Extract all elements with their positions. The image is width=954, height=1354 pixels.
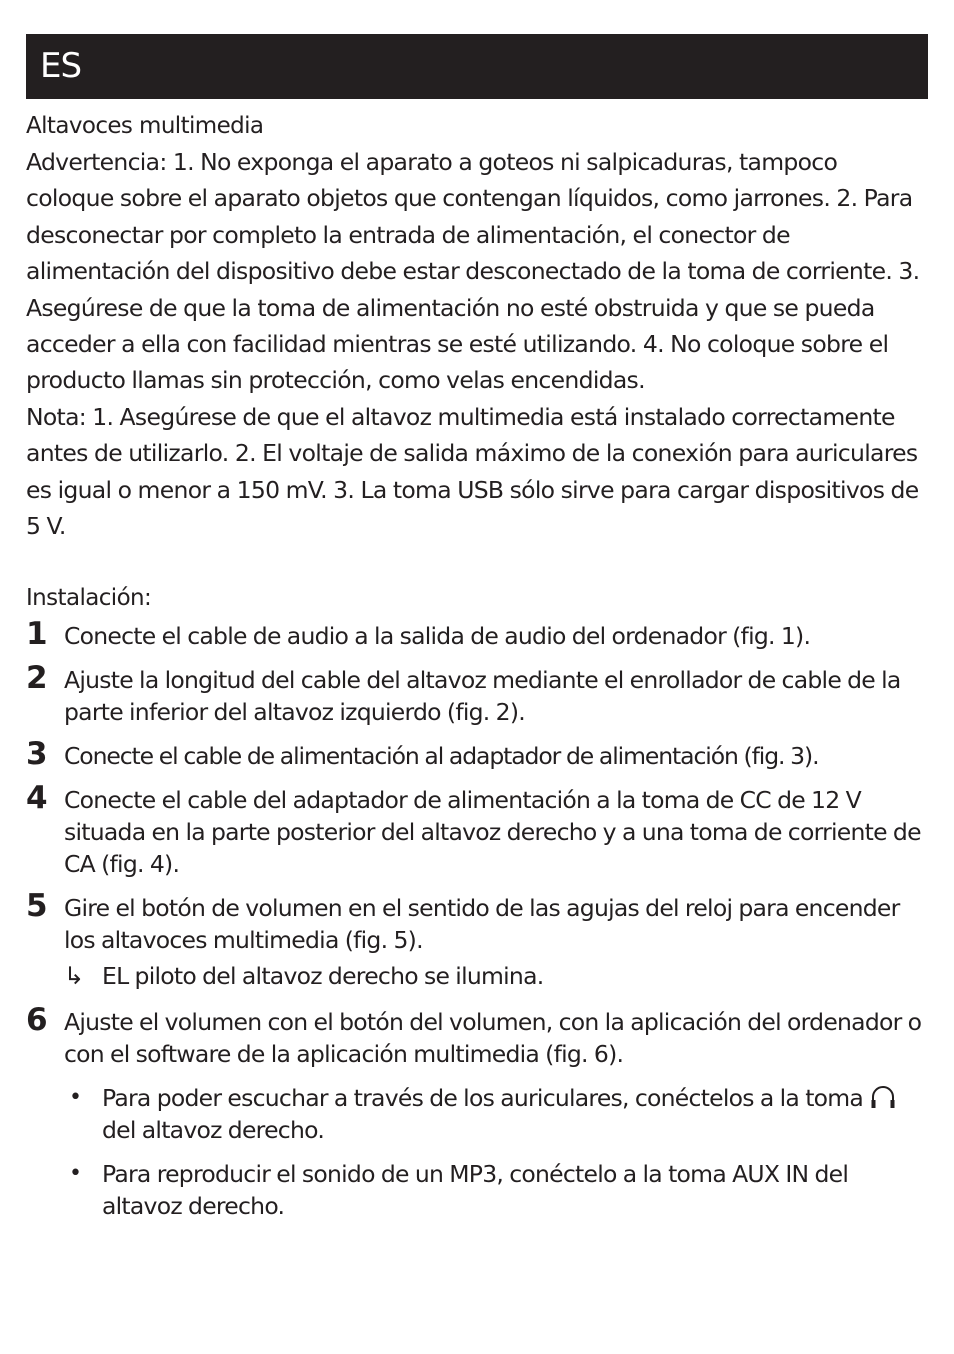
bullet-text-before: Para poder escuchar a través de los auriculares, conéctelos a la toma — [102, 1084, 870, 1113]
section-title: Altavoces multimedia — [26, 113, 264, 139]
bullet-text-before: Para reproducir el sonido de un MP3, conéctelo a la toma — [102, 1160, 733, 1189]
installation-title: Instalación: — [26, 585, 152, 612]
language-header-bar — [26, 34, 928, 99]
bullet-dot-icon: • — [69, 1085, 82, 1111]
warning-text: 1. No exponga el aparato a goteos ni salpicaduras, tampoco coloque sobre el aparato objetos que contengan líquidos, como jarrones. 2. Para desconectar por completo la entrada de alimentación, el conector de alimentación del dispositivo debe estar desconectado de la toma de corriente. 3. Asegúrese de que la toma de alimentación no esté obstruida y que se pueda acceder a ella con facilidad mientras se esté utilizando. 4. No coloque sobre el producto llamas sin protección, como velas encendidas. — [26, 148, 920, 395]
step-text: Gire el botón de volumen en el sentido de las agujas del reloj para encender los altavoces multimedia (fig. 5). — [64, 894, 900, 955]
bullet-dot-icon: • — [69, 1161, 82, 1187]
bullet-aux — [64, 1158, 926, 1222]
warning-label: Advertencia: — [26, 148, 167, 176]
step-text: Conecte el cable del adaptador de alimentación a la toma de CC de 12 V situada en la parte posterior del altavoz derecho y a una toma de corriente de CA (fig. 4). — [64, 786, 921, 879]
headphones-icon — [869, 1085, 897, 1109]
step-number: 2 — [26, 660, 47, 697]
step-4 — [26, 780, 926, 880]
step-1 — [26, 616, 926, 653]
bullet-text-after: del altavoz derecho. — [102, 1160, 849, 1221]
step-5 — [26, 888, 926, 994]
bullet-text-after: del altavoz derecho. — [102, 1116, 325, 1145]
step-result — [64, 958, 926, 994]
step-6 — [26, 1002, 926, 1222]
warning-paragraph — [26, 144, 926, 399]
spacer — [26, 544, 926, 580]
step-number: 1 — [26, 616, 47, 653]
step-text: Conecte el cable de audio a la salida de audio del ordenador (fig. 1). — [64, 622, 811, 651]
note-text: : 1. Asegúrese de que el altavoz multimedia está instalado correctamente antes de utilizarlo. 2. El voltaje de salida máximo de la conexión para auriculares es igual o menor a 150 mV. 3. La toma USB sólo sirve para cargar dispositivos de 5 V. — [26, 402, 919, 541]
result-arrow-icon: ↳ — [64, 962, 84, 991]
step-number: 4 — [26, 780, 47, 817]
installation-steps — [26, 616, 926, 1222]
step-number: 6 — [26, 1002, 47, 1039]
step-number: 3 — [26, 736, 47, 773]
step-2 — [26, 660, 926, 728]
step-text: Ajuste el volumen con el botón del volumen, con la aplicación del ordenador o con el software de la aplicación multimedia (fig. 6). — [64, 1008, 922, 1069]
bullet-headphones — [64, 1082, 926, 1146]
language-code: ES — [40, 46, 82, 86]
step-result-text: EL piloto del altavoz derecho se ilumina. — [102, 962, 544, 991]
note-paragraph — [26, 399, 926, 545]
step-number: 5 — [26, 888, 47, 925]
step-6-bullets — [64, 1082, 926, 1222]
manual-content — [26, 108, 926, 1234]
note-label: Nota — [26, 402, 79, 431]
step-text: Conecte el cable de alimentación al adaptador de alimentación (fig. 3). — [64, 742, 819, 771]
aux-in-label: AUX IN — [732, 1160, 809, 1189]
step-3 — [26, 736, 926, 773]
step-text: Ajuste la longitud del cable del altavoz mediante el enrollador de cable de la parte inferior del altavoz izquierdo (fig. 2). — [64, 666, 901, 727]
